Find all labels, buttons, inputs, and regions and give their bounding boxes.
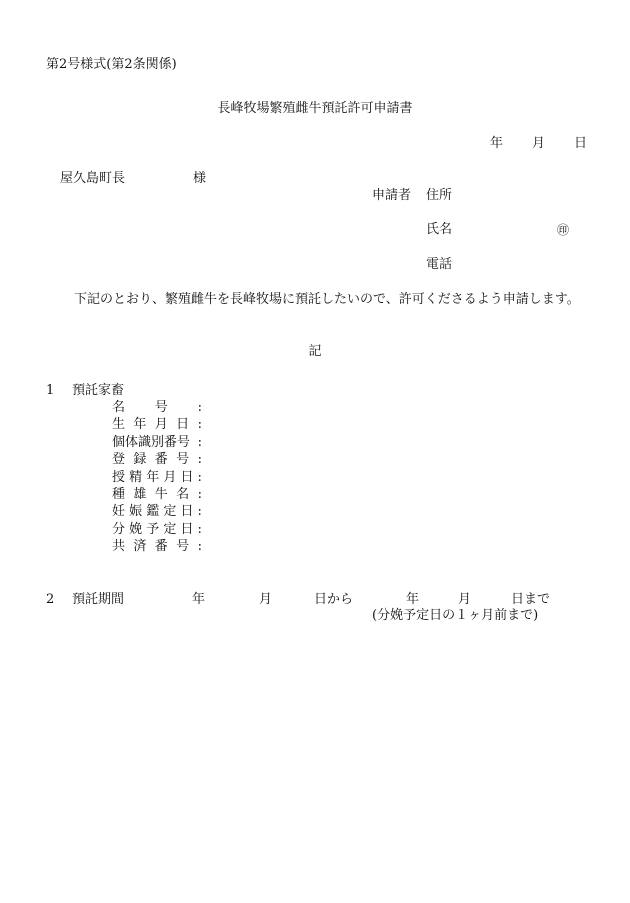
livestock-item-label: [112, 504, 202, 520]
livestock-item-label-part: :: [197, 487, 202, 502]
period-end-month: 月: [458, 592, 472, 607]
livestock-item-label: [112, 400, 202, 416]
livestock-item-label-part: 授: [112, 469, 126, 485]
ki-heading: 記: [308, 344, 322, 359]
date-month: 月: [532, 136, 546, 151]
addressee: [60, 171, 206, 187]
livestock-item-label-part: 日: [180, 469, 194, 485]
form-number: 第2号様式(第2条関係): [46, 57, 177, 72]
livestock-item-label-part: 月: [163, 469, 177, 485]
livestock-item-label-part: 娩: [129, 521, 143, 537]
applicant-label: 申請者: [372, 188, 412, 203]
addressee-honorific: 様: [193, 171, 207, 186]
livestock-item-label-part: :: [197, 504, 202, 520]
livestock-item-label-part: 名: [112, 400, 126, 415]
livestock-item-label-part: 番: [154, 452, 168, 468]
livestock-item-label-part: 生: [112, 417, 126, 433]
section1-number: 1: [46, 383, 55, 398]
section2-title: 預託期間: [72, 592, 125, 607]
livestock-item-label: [112, 435, 202, 451]
livestock-item-label-part: :: [197, 539, 202, 555]
livestock-item-label-part: 鑑: [146, 504, 160, 520]
livestock-item-label-part: 定: [163, 521, 177, 537]
livestock-item-label-part: 月: [154, 417, 168, 433]
livestock-item-label: [112, 470, 202, 486]
livestock-item-label-part: 種: [112, 487, 126, 502]
livestock-item-label: [112, 522, 202, 538]
livestock-item-label-part: 名: [176, 487, 190, 502]
date-year: 年: [490, 136, 504, 151]
period-note: (分娩予定日の１ヶ月前まで): [372, 608, 539, 623]
livestock-item-label-part: 号: [176, 452, 190, 468]
livestock-item-label-part: 号: [176, 539, 190, 555]
name-label: 氏名: [426, 222, 453, 237]
livestock-item-label: [112, 452, 202, 468]
livestock-item-label-part: 分: [112, 521, 126, 537]
livestock-item-label-part: 番: [154, 539, 168, 555]
livestock-item-label-part: :: [197, 417, 202, 433]
livestock-item-label-part: 日: [180, 504, 194, 520]
document-title: 長峰牧場繁殖雌牛預託許可申請書: [217, 101, 413, 116]
livestock-item-label-part: 登: [112, 452, 126, 468]
livestock-item-label-part: 娠: [129, 504, 143, 520]
period-end-day: 日まで: [511, 592, 551, 607]
livestock-item-label-part: 牛: [154, 487, 168, 502]
livestock-item-label: [112, 539, 202, 555]
livestock-item-label-part: 個体識別番号: [112, 434, 191, 450]
period-start-year: 年: [192, 592, 206, 607]
livestock-item-label-part: 年: [133, 417, 147, 433]
livestock-item-label-part: 精: [129, 469, 143, 485]
body-text: 下記のとおり、繁殖雌牛を長峰牧場に預託したいので、許可くださるよう申請します。: [74, 292, 580, 307]
period-end-year: 年: [406, 592, 420, 607]
seal-mark: ㊞: [557, 223, 570, 237]
livestock-item-label-part: 定: [163, 504, 177, 520]
livestock-item-label: [112, 417, 202, 433]
date-line: [490, 136, 587, 152]
livestock-item-label-part: 録: [133, 452, 147, 468]
livestock-item-label-part: :: [197, 521, 202, 537]
livestock-item-label-part: 予: [146, 521, 160, 537]
section2-number: 2: [46, 592, 55, 607]
livestock-item-label-part: :: [197, 434, 202, 450]
livestock-item-label-part: 妊: [112, 504, 126, 520]
livestock-item-label-part: 日: [180, 521, 194, 537]
livestock-item-label-part: 日: [176, 417, 190, 433]
livestock-item-label-part: 号: [154, 400, 168, 415]
period-start-month: 月: [259, 592, 273, 607]
livestock-item-label-part: :: [197, 452, 202, 468]
livestock-item-label-part: 共: [112, 539, 126, 555]
phone-label: 電話: [426, 257, 453, 272]
livestock-item-label: [112, 487, 202, 503]
livestock-item-label-part: 雄: [133, 487, 147, 502]
addressee-name: 屋久島町長: [60, 171, 126, 186]
period-start-day: 日から: [314, 592, 354, 607]
livestock-item-label-part: 年: [146, 469, 160, 485]
address-label: 住所: [426, 188, 453, 203]
date-day: 日: [574, 136, 588, 151]
livestock-item-label-part: 済: [133, 539, 147, 555]
livestock-item-label-part: :: [197, 469, 202, 485]
section1-title: 預託家畜: [72, 383, 125, 398]
livestock-item-label-part: :: [197, 400, 202, 415]
